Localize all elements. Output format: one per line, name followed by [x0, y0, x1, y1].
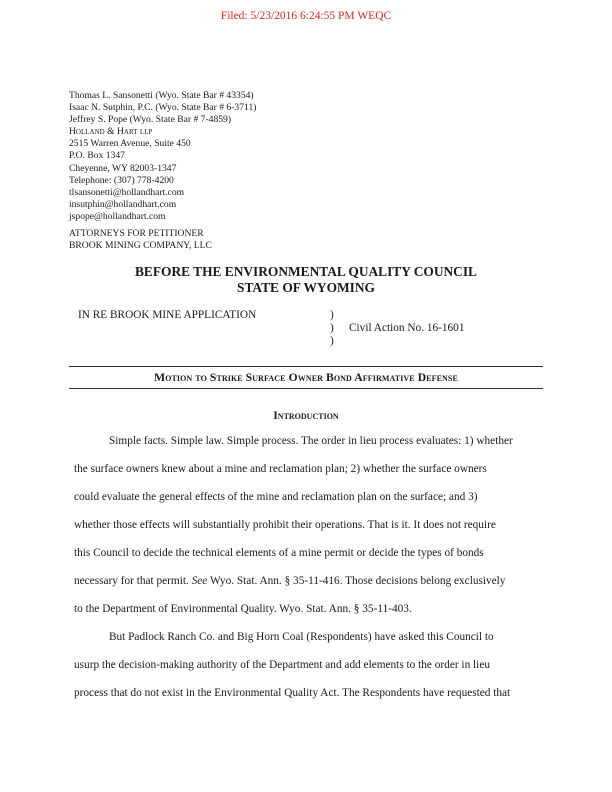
case-matter: IN RE BROOK MINE APPLICATION	[78, 309, 257, 321]
email: insutphin@hollandhart.com	[69, 198, 177, 210]
text-segment: necessary for that permit.	[74, 575, 192, 587]
attorney-line: Isaac N. Sutphin, P.C. (Wyo. State Bar # 6-3711)	[69, 102, 257, 114]
caption-paren: )	[330, 309, 334, 321]
citation-signal: See	[191, 575, 208, 587]
attorneys-for-line: ATTORNEYS FOR PETITIONER	[69, 228, 204, 239]
paragraph-line: process that do not exist in the Environmental Quality Act. The Respondents have requested that	[74, 687, 511, 699]
firm-name: Holland & Hart llp	[69, 126, 153, 138]
paragraph-line: this Council to decide the technical elements of a mine permit or decide the types of bonds	[74, 547, 484, 559]
court-state: STATE OF WYOMING	[237, 280, 375, 295]
paragraph-line: to the Department of Environmental Quality. Wyo. Stat. Ann. § 35-11-403.	[74, 603, 412, 615]
attorney-line: Jeffrey S. Pope (Wyo. State Bar # 7-4859)	[69, 114, 232, 126]
section-heading: Introduction	[273, 409, 339, 422]
address-line: P.O. Box 1347	[69, 150, 125, 162]
title-rule-bottom	[69, 388, 543, 389]
civil-action-number: Civil Action No. 16-1601	[349, 322, 465, 334]
telephone: Telephone: (307) 778-4200	[69, 174, 174, 186]
paragraph-line: whether those effects will substantially prohibit their operations. That is it. It does not require	[74, 519, 496, 531]
attorneys-for	[69, 228, 212, 252]
court-name: BEFORE THE ENVIRONMENTAL QUALITY COUNCIL	[134, 264, 477, 279]
filed-stamp: Filed: 5/23/2016 6:24:55 PM WEQC	[220, 10, 392, 22]
email: jspope@hollandhart.com	[69, 210, 166, 222]
attorney-line: Thomas L. Sansonetti (Wyo. State Bar # 43354)	[69, 90, 254, 101]
paragraph-line: the surface owners knew about a mine and reclamation plan; 2) whether the surface owners	[74, 463, 487, 475]
text-segment: Wyo. Stat. Ann. § 35-11-416. Those decisions belong exclusively	[207, 575, 506, 587]
paragraph-line: could evaluate the general effects of the mine and reclamation plan on the surface; and 3)	[74, 491, 478, 503]
motion-title: Motion to Strike Surface Owner Bond Affirmative Defense	[154, 371, 458, 384]
paragraph-line	[74, 575, 505, 587]
caption-paren: )	[330, 322, 334, 334]
title-rule-top	[69, 366, 543, 367]
address-line: 2515 Warren Avenue, Suite 450	[69, 138, 191, 150]
paragraph-line: usurp the decision-making authority of the Department and add elements to the order in lieu	[74, 659, 490, 671]
attorneys-for-line: BROOK MINING COMPANY, LLC	[69, 240, 212, 252]
attorney-block	[69, 90, 256, 223]
court-heading	[0, 264, 612, 296]
paragraph-line: But Padlock Ranch Co. and Big Horn Coal (Respondents) have asked this Council to	[109, 631, 494, 643]
paragraph-line: Simple facts. Simple law. Simple process. The order in lieu process evaluates: 1) whether	[109, 435, 513, 447]
address-line: Cheyenne, WY 82003-1347	[69, 162, 177, 174]
caption-paren: )	[330, 335, 334, 347]
email: tlsansonetti@hollandhart.com	[69, 186, 185, 198]
